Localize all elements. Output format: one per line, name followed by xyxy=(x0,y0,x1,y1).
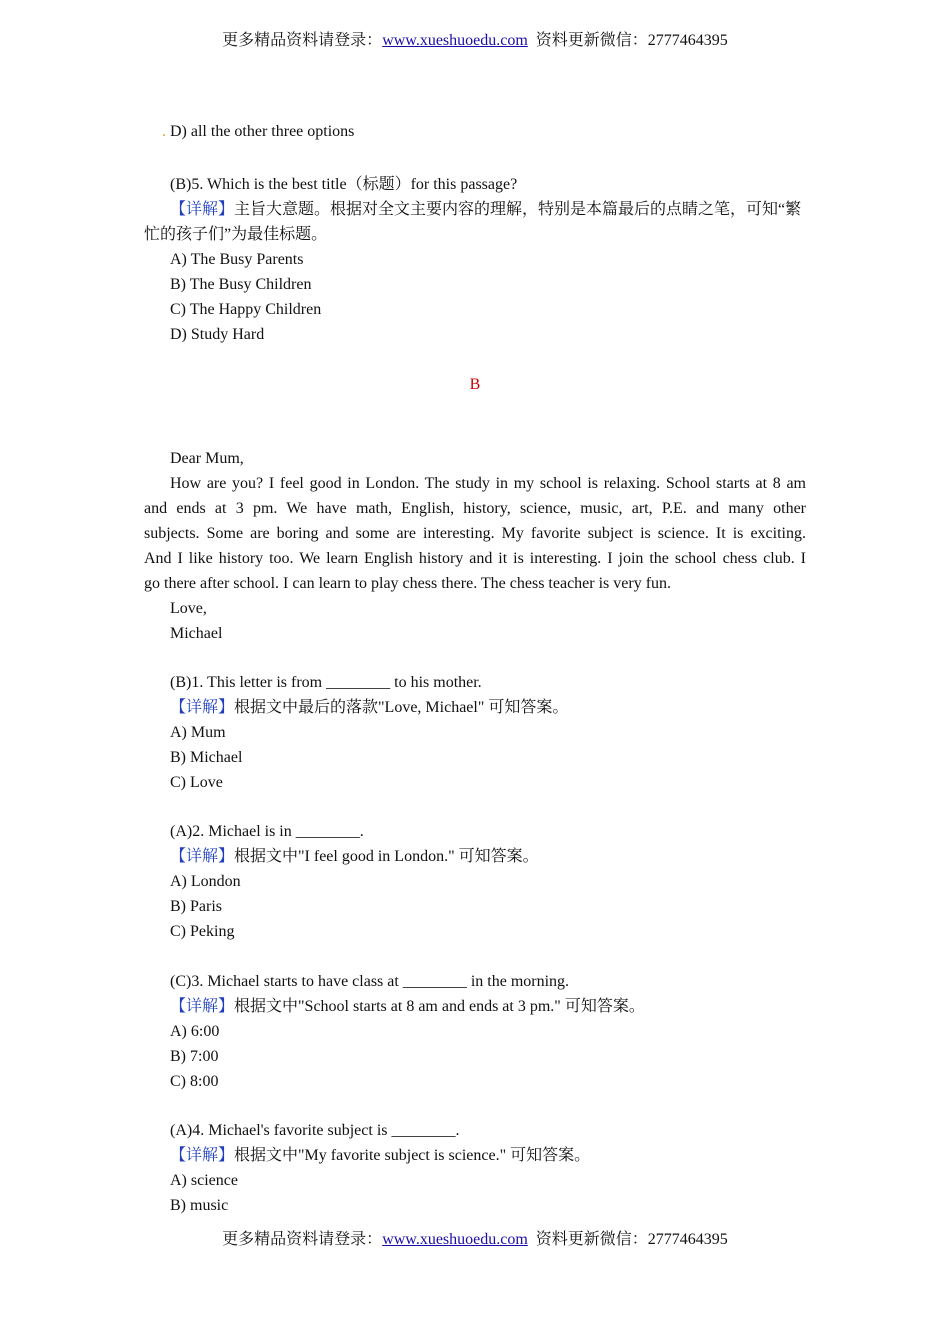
question-explain: 【详解】根据文中最后的落款"Love, Michael" 可知答案。 xyxy=(170,699,569,716)
question-option: B) Michael xyxy=(170,749,243,766)
prev-q5-explain-line2: 忙的孩子们”为最佳标题。 xyxy=(144,226,328,243)
question-option: C) Love xyxy=(170,774,223,791)
footer-prefix: 更多精品资料请登录： xyxy=(222,1231,383,1248)
question-text: (C)3. Michael starts to have class at ________ in the morning. xyxy=(170,973,570,990)
question-option: A) science xyxy=(170,1172,238,1189)
question-explain: 【详解】根据文中"School starts at 8 am and ends at 3 pm." 可知答案。 xyxy=(170,998,645,1015)
letter-body-line: How are you? I feel good in London. The study in my school is relaxing. School starts at 8 am xyxy=(170,475,806,492)
question-option: B) Paris xyxy=(170,898,222,915)
question-explain: 【详解】根据文中"My favorite subject is science." 可知答案。 xyxy=(170,1147,591,1164)
prev-q5-option: C) The Happy Children xyxy=(170,301,322,318)
page-header xyxy=(0,31,950,51)
question-text: (A)4. Michael's favorite subject is ________. xyxy=(170,1122,460,1139)
marker-dot-icon: . xyxy=(162,123,166,140)
letter-closing: Love, xyxy=(170,600,207,617)
question-option: C) Peking xyxy=(170,923,235,940)
letter-signature: Michael xyxy=(170,625,223,642)
letter-body-line: subjects. Some are boring and some are interesting. My favorite subject is science. It is exciting. xyxy=(144,525,806,542)
question-option: B) 7:00 xyxy=(170,1048,219,1065)
prev-option-d: . D) all the other three options xyxy=(162,123,355,140)
explain-tag: 【详解】 xyxy=(170,699,235,716)
letter-body-line: go there after school. I can learn to play chess there. The chess teacher is very fun. xyxy=(144,575,672,592)
footer-link[interactable]: www.xueshuoedu.com xyxy=(382,1231,528,1248)
question-option: B) music xyxy=(170,1197,229,1214)
header-suffix: 资料更新微信：2777464395 xyxy=(535,32,728,49)
letter-body-line: and ends at 3 pm. We have math, English, history, science, music, art, P.E. and many other xyxy=(144,500,806,517)
letter-greeting: Dear Mum, xyxy=(170,450,244,467)
question-option: C) 8:00 xyxy=(170,1073,219,1090)
question-option: A) London xyxy=(170,873,241,890)
question-text: (A)2. Michael is in ________. xyxy=(170,823,364,840)
prev-q5-option: B) The Busy Children xyxy=(170,276,312,293)
question-option: A) 6:00 xyxy=(170,1023,220,1040)
prev-q5-option: D) Study Hard xyxy=(170,326,265,343)
explain-tag: 【详解】 xyxy=(170,998,235,1015)
explain-tag: 【详解】 xyxy=(170,1147,235,1164)
question-explain: 【详解】根据文中"I feel good in London." 可知答案。 xyxy=(170,848,539,865)
prev-q5-option: A) The Busy Parents xyxy=(170,251,304,268)
explain-tag: 【详解】 xyxy=(170,848,235,865)
question-option: A) Mum xyxy=(170,724,226,741)
question-text: (B)1. This letter is from ________ to his mother. xyxy=(170,674,482,691)
header-prefix: 更多精品资料请登录： xyxy=(222,32,383,49)
explain-tag: 【详解】 xyxy=(170,201,235,218)
prev-q5-explain-line1: 【详解】主旨大意题。根据对全文主要内容的理解，特别是本篇最后的点睛之笔，可知“繁 xyxy=(170,201,802,218)
prev-q5-question: (B)5. Which is the best title（标题）for this passage? xyxy=(170,176,518,193)
footer-suffix: 资料更新微信：2777464395 xyxy=(535,1231,728,1248)
letter-body-line: And I like history too. We learn English history and it is interesting. I join the school chess club. I xyxy=(144,550,806,567)
section-heading: B xyxy=(469,376,481,393)
header-link[interactable]: www.xueshuoedu.com xyxy=(382,32,528,49)
page-footer xyxy=(0,1230,950,1250)
